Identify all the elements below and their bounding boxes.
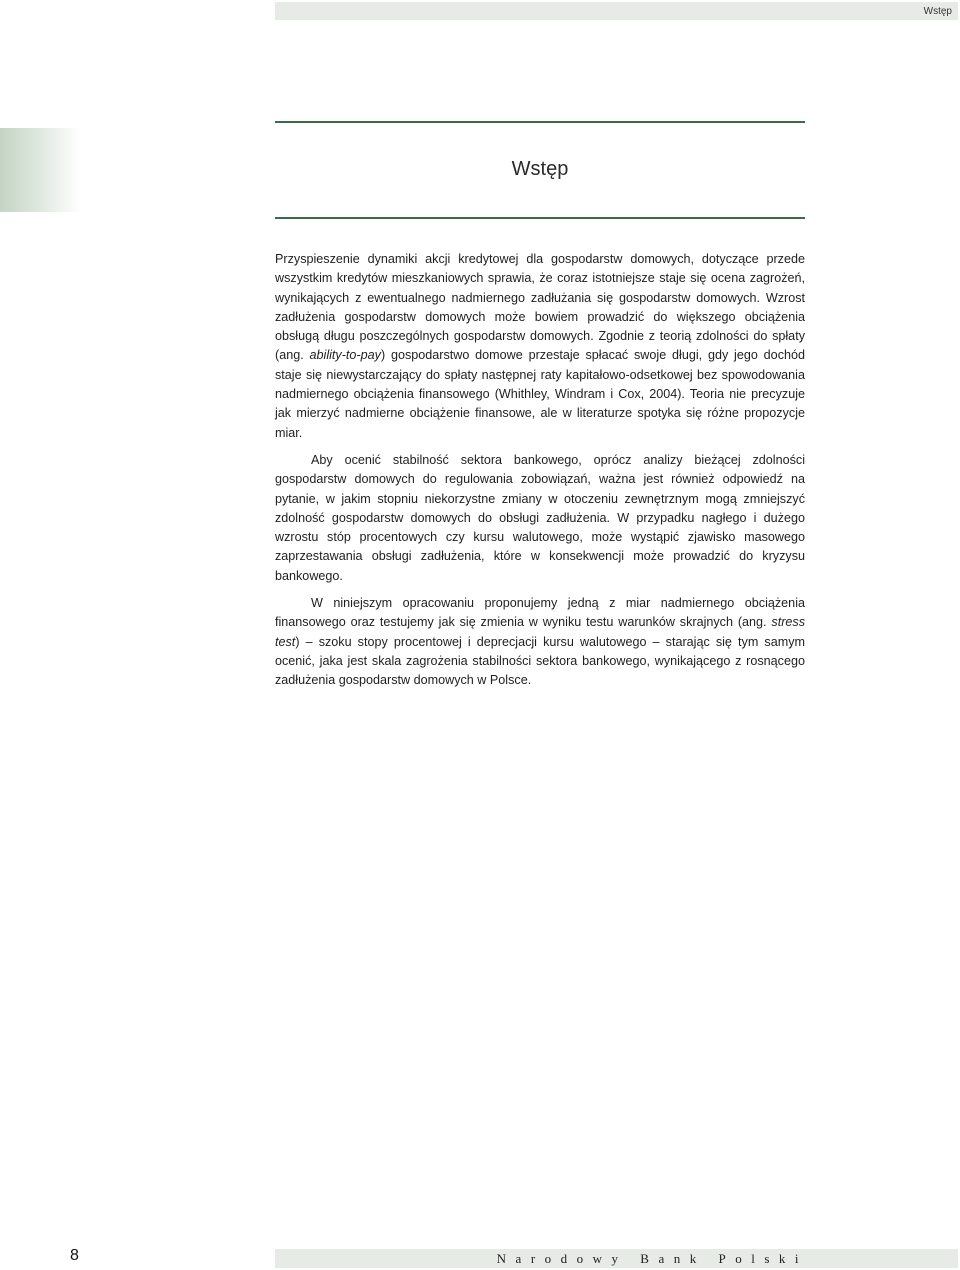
chapter-title-bottom-rule [275, 217, 805, 219]
paragraph-3 [275, 594, 805, 690]
paragraph-2: Aby ocenić stabilność sektora bankowego, oprócz analizy bieżącej zdolności gospodarstw domowych do regulowania zobowiązań, ważna jest również odpowiedź na pytanie, w jakim stopniu niekorzystne zmiany w otoczeniu zewnętrznym mogą zmniejszyć zdolność gospodarstw domowych do obsługi zadłużenia. W przypadku nagłego i dużego wzrostu stóp procentowych czy kursu walutowego, może wystąpić zjawisko masowego zaprzestawania obsługi zadłużenia, które w konsekwencji może prowadzić do kryzysu bankowego. [275, 452, 805, 583]
footer-publisher-name: Narodowy Bank Polski [496, 1251, 808, 1266]
chapter-title-top-rule [275, 121, 805, 123]
paragraph-1-italic-term: ability-to-pay [309, 348, 381, 363]
paragraph-1-text-before: Przyspieszenie dynamiki akcji kredytowej dla gospodarstw domowych, dotyczące przede wszystkim kredytów mieszkaniowych sprawia, że coraz istotniejsze staje się ocena zagrożeń, wynikających z ewentualnego nadmiernego zadłużania się gospodarstw domowych. Wzrost zadłużenia gospodarstw domowych może bowiem prowadzić do większego obciążenia obsługą długu poszczególnych gospodarstw domowych. Zgodnie z teorią zdolności do spłaty (ang. [275, 252, 805, 363]
paragraph-3-text-before: W niniejszym opracowaniu proponujemy jedną z miar nadmiernego obciążenia finansowego oraz testujemy jak się zmienia w wyniku testu warunków skrajnych (ang. [275, 596, 805, 630]
paragraph-3-text-after: ) – szoku stopy procentowej i deprecjacji kursu walutowego – starając się tym samym ocenić, jaka jest skala zagrożenia stabilności sektora bankowego, wynikającego z rosnącego zadłużenia gospodarstw domowych w Polsce. [275, 634, 805, 688]
chapter-side-gradient-decoration [0, 128, 82, 212]
paragraph-1-text-after: ) gospodarstwo domowe przestaje spłacać swoje długi, gdy jego dochód staje się niewystarczający do spłaty następnej raty kapitałowo-odsetkowej bez spowodowania nadmiernego obciążenia finansowego (Whithley, Windram i Cox, 2004). Teoria nie precyzuje jak mierzyć nadmierne obciążenie finansowe, ale w literaturze spotyka się różne propozycje miar. [275, 348, 805, 440]
running-header-band [275, 2, 958, 20]
running-header-title: Wstęp [923, 6, 952, 17]
paragraph-3-italic-term: stress test [275, 615, 805, 649]
body-text [275, 250, 805, 699]
paragraph-1 [275, 250, 805, 443]
chapter-title: Wstęp [511, 158, 569, 180]
page-number: 8 [70, 1247, 79, 1264]
